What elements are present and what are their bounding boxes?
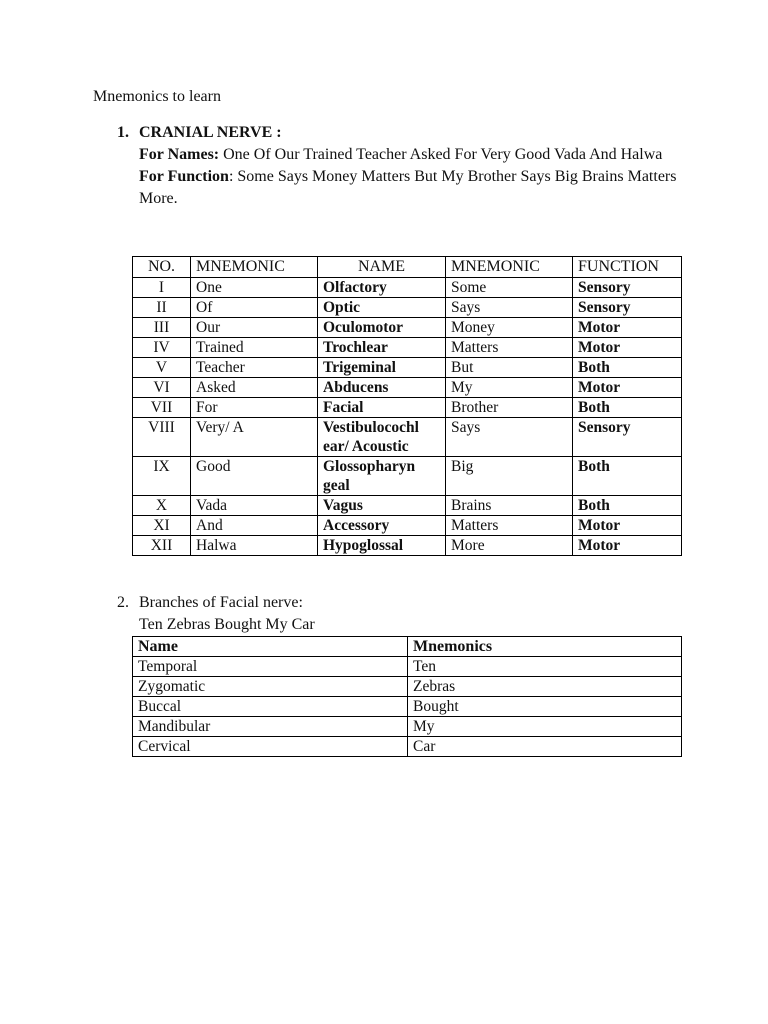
cell-no: XII <box>133 536 191 556</box>
cell-mnemonic: Zebras <box>408 677 682 697</box>
header-mnemonic-2: MNEMONIC <box>446 257 573 278</box>
facial-mnemonic: Ten Zebras Bought My Car <box>139 616 315 633</box>
cell-name: Accessory <box>318 516 446 536</box>
cell-no: VI <box>133 378 191 398</box>
table-row <box>133 378 682 398</box>
cell-name: Optic <box>318 298 446 318</box>
section-title: CRANIAL NERVE : <box>139 124 282 141</box>
table-header-row <box>133 257 682 278</box>
cell-name: Glossopharyn geal <box>318 457 446 496</box>
cell-mnemonic: For <box>191 398 318 418</box>
cell-no: I <box>133 278 191 298</box>
cell-mnemonic-2: Big <box>446 457 573 496</box>
cell-no: X <box>133 496 191 516</box>
names-mnemonic <box>139 144 677 166</box>
cell-no: IV <box>133 338 191 358</box>
header-name: Name <box>133 637 408 657</box>
table-row <box>133 457 682 496</box>
cell-mnemonic-2: But <box>446 358 573 378</box>
cell-no: II <box>133 298 191 318</box>
cell-mnemonic-2: Brother <box>446 398 573 418</box>
table-row <box>133 717 682 737</box>
cell-function: Motor <box>573 318 682 338</box>
cell-no: V <box>133 358 191 378</box>
table-row <box>133 338 682 358</box>
cell-mnemonic-2: Some <box>446 278 573 298</box>
cell-function: Both <box>573 398 682 418</box>
cell-mnemonic: Halwa <box>191 536 318 556</box>
cell-name: Hypoglossal <box>318 536 446 556</box>
cell-mnemonic-2: Matters <box>446 516 573 536</box>
cell-mnemonic: Teacher <box>191 358 318 378</box>
cell-mnemonic: Very/ A <box>191 418 318 457</box>
cell-name: Buccal <box>133 697 408 717</box>
cell-mnemonic: My <box>408 717 682 737</box>
section-heading <box>117 592 315 614</box>
document-title: Mnemonics to learn <box>93 88 221 105</box>
table-row <box>133 677 682 697</box>
section-number: 1. <box>117 124 129 141</box>
table-header-row <box>133 637 682 657</box>
cell-function: Motor <box>573 378 682 398</box>
cell-mnemonic: One <box>191 278 318 298</box>
table-row <box>133 536 682 556</box>
header-no: NO. <box>133 257 191 278</box>
cell-mnemonic: Ten <box>408 657 682 677</box>
cell-mnemonic-2: Brains <box>446 496 573 516</box>
cell-no: III <box>133 318 191 338</box>
cell-name: Abducens <box>318 378 446 398</box>
cell-name: Zygomatic <box>133 677 408 697</box>
cell-mnemonic: Our <box>191 318 318 338</box>
cell-function: Motor <box>573 516 682 536</box>
cell-name: Vagus <box>318 496 446 516</box>
cell-mnemonic: Bought <box>408 697 682 717</box>
table-row <box>133 657 682 677</box>
cranial-nerve-section <box>117 122 677 210</box>
function-mnemonic <box>139 166 677 210</box>
cell-mnemonic-2: Says <box>446 418 573 457</box>
table-row <box>133 298 682 318</box>
cell-function: Both <box>573 358 682 378</box>
cell-mnemonic-2: More <box>446 536 573 556</box>
cell-mnemonic: And <box>191 516 318 536</box>
header-function: FUNCTION <box>573 257 682 278</box>
cell-no: VII <box>133 398 191 418</box>
table-row <box>133 318 682 338</box>
cell-name: Trigeminal <box>318 358 446 378</box>
section-heading <box>117 122 677 144</box>
function-text: : Some Says Money Matters But My Brother Says Big Brains Matters More. <box>139 168 677 207</box>
cell-mnemonic: Car <box>408 737 682 757</box>
cell-name: Olfactory <box>318 278 446 298</box>
cell-name: Mandibular <box>133 717 408 737</box>
cell-no: IX <box>133 457 191 496</box>
cell-mnemonic: Asked <box>191 378 318 398</box>
cell-name: Vestibulocochl ear/ Acoustic <box>318 418 446 457</box>
table-row <box>133 697 682 717</box>
cell-mnemonic: Trained <box>191 338 318 358</box>
section-title: Branches of Facial nerve: <box>139 594 303 611</box>
table-row <box>133 516 682 536</box>
cell-function: Sensory <box>573 418 682 457</box>
cell-name: Facial <box>318 398 446 418</box>
cell-mnemonic-2: Matters <box>446 338 573 358</box>
cell-function: Both <box>573 457 682 496</box>
cell-no: XI <box>133 516 191 536</box>
table-row <box>133 737 682 757</box>
cell-mnemonic: Vada <box>191 496 318 516</box>
table-row <box>133 278 682 298</box>
cell-mnemonic: Good <box>191 457 318 496</box>
cell-name: Cervical <box>133 737 408 757</box>
cell-function: Sensory <box>573 298 682 318</box>
cell-function: Both <box>573 496 682 516</box>
table-row <box>133 418 682 457</box>
cranial-nerve-table <box>132 256 682 556</box>
header-mnemonics: Mnemonics <box>408 637 682 657</box>
cell-name: Trochlear <box>318 338 446 358</box>
section-number: 2. <box>117 594 129 611</box>
cell-mnemonic: Of <box>191 298 318 318</box>
cell-mnemonic-2: My <box>446 378 573 398</box>
cell-function: Motor <box>573 338 682 358</box>
header-mnemonic: MNEMONIC <box>191 257 318 278</box>
table-row <box>133 398 682 418</box>
function-label: For Function <box>139 168 229 185</box>
table-row <box>133 358 682 378</box>
cell-name: Oculomotor <box>318 318 446 338</box>
cell-function: Motor <box>573 536 682 556</box>
header-name: NAME <box>318 257 446 278</box>
cell-mnemonic-2: Says <box>446 298 573 318</box>
cell-name: Temporal <box>133 657 408 677</box>
facial-nerve-section <box>117 592 315 636</box>
table-row <box>133 496 682 516</box>
names-text: One Of Our Trained Teacher Asked For Very Good Vada And Halwa <box>219 146 663 163</box>
cell-function: Sensory <box>573 278 682 298</box>
cell-mnemonic-2: Money <box>446 318 573 338</box>
facial-branches-table <box>132 636 682 757</box>
names-label: For Names: <box>139 146 220 163</box>
cell-no: VIII <box>133 418 191 457</box>
